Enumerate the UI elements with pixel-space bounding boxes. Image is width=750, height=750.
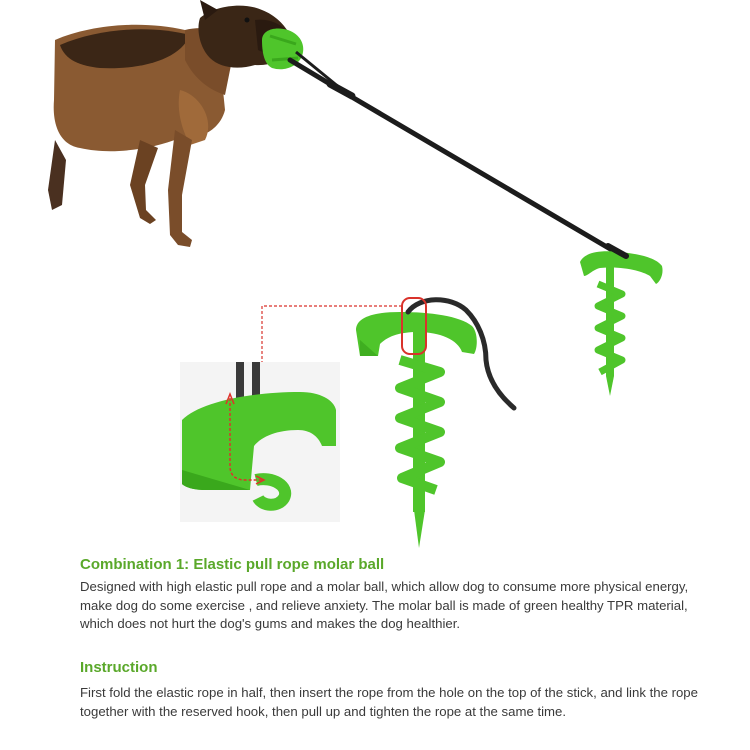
ground-stake-right: [580, 246, 663, 396]
instruction-paragraph: First fold the elastic rope in half, then insert the rope from the hole on the top of the stick, and link the rope together with the reserved hook, then pull up and tighten the rope at the same time.: [80, 685, 698, 719]
dog: [48, 0, 292, 247]
elastic-rope: [290, 52, 612, 250]
section-title-instruction: Instruction: [80, 659, 158, 676]
ground-stake-detail: [356, 300, 514, 548]
detail-zoom-inset: [180, 362, 340, 522]
section-title-combination: Combination 1: Elastic pull rope molar ball: [80, 556, 385, 573]
description-paragraph: Designed with high elastic pull rope and a molar ball, which allow dog to consume more physical energy, make dog do some exercise , and relieve anxiety. The molar ball is made of green healthy TPR material, which does not hurt the dog's gums and makes the dog healthier.: [80, 579, 689, 631]
